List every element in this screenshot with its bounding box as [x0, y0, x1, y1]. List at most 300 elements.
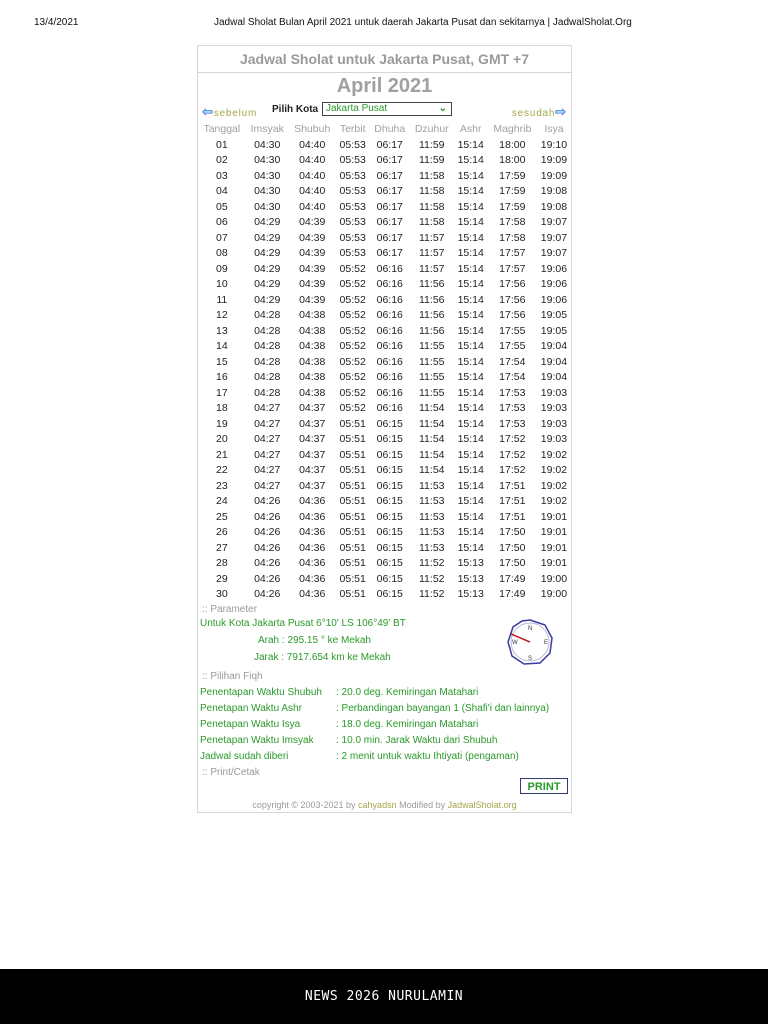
- table-cell: 11:52: [419, 557, 445, 570]
- table-cell: 04:38: [299, 371, 326, 384]
- table-cell: 04:40: [299, 154, 326, 167]
- table-cell: 06:15: [376, 417, 403, 430]
- fiqh-item: [198, 749, 571, 765]
- table-cell: 05:51: [339, 572, 366, 585]
- column-header: Dhuha: [374, 123, 406, 135]
- table-cell: 17:59: [499, 185, 526, 198]
- column-header: Shubuh: [294, 123, 331, 135]
- column-header: Dzuhur: [414, 123, 449, 135]
- print-section-label: :: Print/Cetak: [202, 767, 260, 778]
- table-cell: 19:01: [540, 526, 568, 539]
- table-row: [198, 447, 571, 463]
- table-cell: 15:14: [457, 479, 484, 492]
- table-cell: 25: [215, 510, 228, 523]
- table-cell: 19:02: [540, 464, 568, 477]
- column-header: Tanggal: [203, 123, 241, 135]
- schedule-panel: [197, 45, 572, 813]
- table-cell: 15:14: [457, 169, 484, 182]
- table-cell: 05:52: [339, 371, 366, 384]
- table-cell: 17:55: [499, 324, 526, 337]
- fiqh-list: [198, 685, 571, 765]
- table-cell: 04:38: [299, 324, 326, 337]
- table-cell: 15:14: [457, 216, 484, 229]
- table-cell: 11:57: [419, 247, 445, 260]
- table-cell: 04:36: [299, 510, 326, 523]
- table-cell: 04:29: [254, 247, 281, 260]
- table-cell: 15: [215, 355, 228, 368]
- table-row: [198, 587, 571, 603]
- table-cell: 17:52: [499, 464, 526, 477]
- table-cell: 04:29: [254, 278, 281, 291]
- table-cell: 11:56: [419, 309, 445, 322]
- table-cell: 26: [215, 526, 228, 539]
- table-cell: 19:10: [540, 138, 568, 151]
- table-cell: 15:14: [457, 495, 484, 508]
- table-cell: 15:14: [457, 510, 484, 523]
- table-cell: 06:17: [376, 154, 403, 167]
- table-row: [198, 292, 571, 308]
- svg-text:E: E: [544, 640, 549, 646]
- table-cell: 17:49: [499, 588, 526, 601]
- table-cell: 04:26: [254, 588, 281, 601]
- table-cell: 15:14: [457, 371, 484, 384]
- table-cell: 11:58: [419, 200, 445, 213]
- table-cell: 18: [215, 402, 228, 415]
- table-cell: 04:40: [299, 169, 326, 182]
- table-row: [198, 540, 571, 556]
- table-row: [198, 401, 571, 417]
- fiqh-item: [198, 717, 571, 733]
- table-cell: 04:39: [299, 231, 326, 244]
- table-cell: 04:27: [254, 433, 281, 446]
- table-cell: 04:26: [254, 495, 281, 508]
- table-cell: 04:37: [299, 417, 326, 430]
- table-cell: 05:51: [339, 417, 366, 430]
- table-cell: 05:52: [339, 262, 366, 275]
- table-cell: 11:59: [419, 138, 445, 151]
- table-cell: 04:38: [299, 340, 326, 353]
- panel-title: Jadwal Sholat untuk Jakarta Pusat, GMT +7: [198, 46, 571, 73]
- table-cell: 09: [215, 262, 228, 275]
- table-row: [198, 215, 571, 231]
- fiqh-key: Penetapan Waktu Ashr: [200, 703, 302, 714]
- table-cell: 04:27: [254, 448, 281, 461]
- table-cell: 11:55: [419, 340, 445, 353]
- table-cell: 05:53: [339, 185, 366, 198]
- table-cell: 05:52: [339, 278, 366, 291]
- table-cell: 19:06: [540, 278, 568, 291]
- table-cell: 04:36: [299, 588, 326, 601]
- table-cell: 19:06: [540, 293, 568, 306]
- table-cell: 19:03: [540, 433, 568, 446]
- table-cell: 11:53: [419, 479, 445, 492]
- table-cell: 17:59: [499, 169, 526, 182]
- next-label: sesudah: [511, 108, 556, 119]
- table-cell: 15:14: [457, 278, 484, 291]
- table-cell: 04:27: [254, 417, 281, 430]
- table-cell: 04:27: [254, 402, 281, 415]
- table-cell: 15:13: [457, 557, 484, 570]
- table-cell: 04:40: [299, 200, 326, 213]
- table-cell: 05:53: [339, 169, 366, 182]
- table-cell: 04:28: [254, 309, 281, 322]
- table-cell: 11:59: [419, 154, 445, 167]
- next-month-link[interactable]: [512, 104, 567, 120]
- table-cell: 15:14: [457, 154, 484, 167]
- table-cell: 05:51: [339, 526, 366, 539]
- city-select[interactable]: [322, 102, 452, 116]
- table-cell: 17:52: [499, 433, 526, 446]
- arrow-right-icon: ⇨: [555, 104, 567, 119]
- table-cell: 04:40: [299, 185, 326, 198]
- table-cell: 05:51: [339, 588, 366, 601]
- chevron-down-icon: ⌄: [438, 103, 447, 114]
- table-cell: 15:14: [457, 138, 484, 151]
- arrow-left-icon: ⇦: [202, 104, 214, 119]
- table-cell: 04:29: [254, 293, 281, 306]
- table-cell: 17:58: [499, 216, 526, 229]
- table-row: [198, 463, 571, 479]
- table-row: [198, 246, 571, 262]
- table-cell: 11:58: [419, 169, 445, 182]
- table-cell: 05:51: [339, 479, 366, 492]
- table-cell: 04:26: [254, 541, 281, 554]
- qibla-direction-text: Arah : 295.15 ° ke Mekah: [258, 635, 371, 646]
- fiqh-value: : 10.0 min. Jarak Waktu dari Shubuh: [336, 735, 498, 746]
- table-cell: 03: [215, 169, 228, 182]
- table-cell: 15:14: [457, 185, 484, 198]
- table-cell: 04:30: [254, 138, 281, 151]
- table-cell: 13: [215, 324, 228, 337]
- table-cell: 11:54: [419, 448, 445, 461]
- table-cell: 15:14: [457, 247, 484, 260]
- table-cell: 06:16: [376, 340, 403, 353]
- table-cell: 04:26: [254, 557, 281, 570]
- table-cell: 06:17: [376, 216, 403, 229]
- table-cell: 04:26: [254, 572, 281, 585]
- table-cell: 19:06: [540, 262, 568, 275]
- table-cell: 04:38: [299, 309, 326, 322]
- table-row: [198, 354, 571, 370]
- table-cell: 04:36: [299, 541, 326, 554]
- table-cell: 04:39: [299, 216, 326, 229]
- table-cell: 15:14: [457, 309, 484, 322]
- table-cell: 06:17: [376, 231, 403, 244]
- table-cell: 06:17: [376, 247, 403, 260]
- table-cell: 17:53: [499, 386, 526, 399]
- table-cell: 17:55: [499, 340, 526, 353]
- table-cell: 21: [215, 448, 228, 461]
- table-cell: 11:55: [419, 371, 445, 384]
- table-cell: 19:09: [540, 154, 568, 167]
- table-cell: 06:16: [376, 278, 403, 291]
- fiqh-item: [198, 733, 571, 749]
- table-cell: 11:54: [419, 433, 445, 446]
- table-cell: 27: [215, 541, 228, 554]
- copyright-middle: Modified by: [396, 800, 448, 810]
- table-row: [198, 571, 571, 587]
- table-cell: 11:52: [419, 572, 445, 585]
- table-cell: 04:28: [254, 386, 281, 399]
- table-cell: 19:02: [540, 495, 568, 508]
- table-cell: 04:30: [254, 200, 281, 213]
- table-row: [198, 385, 571, 401]
- prev-label: sebelum: [213, 108, 258, 119]
- table-cell: 11:54: [419, 417, 445, 430]
- table-cell: 05:52: [339, 402, 366, 415]
- table-cell: 11:53: [419, 541, 445, 554]
- table-cell: 29: [215, 572, 228, 585]
- table-cell: 05:51: [339, 557, 366, 570]
- table-cell: 11: [216, 293, 228, 306]
- table-row: [198, 137, 571, 153]
- table-row: [198, 184, 571, 200]
- table-cell: 05:51: [339, 464, 366, 477]
- table-cell: 17:51: [499, 495, 526, 508]
- table-cell: 17:54: [499, 355, 526, 368]
- table-row: [198, 478, 571, 494]
- table-cell: 05:51: [339, 433, 366, 446]
- table-cell: 04:39: [299, 293, 326, 306]
- table-cell: 19:09: [540, 169, 568, 182]
- table-cell: 04:29: [254, 231, 281, 244]
- table-cell: 19:07: [540, 231, 568, 244]
- table-cell: 19:00: [540, 572, 568, 585]
- table-cell: 05:51: [339, 448, 366, 461]
- table-cell: 06:16: [376, 293, 403, 306]
- table-cell: 15:14: [457, 262, 484, 275]
- table-cell: 04:26: [254, 526, 281, 539]
- distance-text: Jarak : 7917.654 km ke Mekah: [254, 652, 391, 663]
- fiqh-section-label: :: Pilihan Fiqh: [202, 671, 263, 682]
- table-cell: 15:14: [457, 433, 484, 446]
- table-row: [198, 168, 571, 184]
- table-cell: 19:05: [540, 309, 568, 322]
- svg-text:N: N: [528, 626, 533, 632]
- table-cell: 19:04: [540, 371, 568, 384]
- table-row: [198, 416, 571, 432]
- table-cell: 06:16: [376, 324, 403, 337]
- table-cell: 04:26: [254, 510, 281, 523]
- table-cell: 19:01: [540, 557, 568, 570]
- table-cell: 11:54: [419, 464, 445, 477]
- table-header-row: [198, 121, 571, 137]
- table-cell: 15:14: [457, 402, 484, 415]
- table-cell: 06:16: [376, 402, 403, 415]
- table-cell: 19:03: [540, 402, 568, 415]
- table-cell: 06:16: [376, 355, 403, 368]
- nav-row: [198, 101, 571, 121]
- table-cell: 11:54: [419, 402, 445, 415]
- copyright-text: [198, 800, 571, 810]
- table-cell: 15:14: [457, 324, 484, 337]
- table-cell: 11:56: [419, 293, 445, 306]
- table-cell: 04:27: [254, 479, 281, 492]
- table-cell: 04:30: [254, 154, 281, 167]
- table-cell: 15:14: [457, 448, 484, 461]
- table-cell: 04:36: [299, 572, 326, 585]
- fiqh-key: Penentapan Waktu Shubuh: [200, 687, 322, 698]
- table-cell: 05:52: [339, 293, 366, 306]
- table-cell: 06: [215, 216, 228, 229]
- table-cell: 04:28: [254, 324, 281, 337]
- table-cell: 04:37: [299, 448, 326, 461]
- table-cell: 06:15: [376, 495, 403, 508]
- table-cell: 07: [215, 231, 228, 244]
- month-title: April 2021: [336, 75, 433, 97]
- table-cell: 06:15: [376, 510, 403, 523]
- table-row: [198, 277, 571, 293]
- table-cell: 11:56: [419, 324, 445, 337]
- table-cell: 08: [215, 247, 228, 260]
- table-cell: 19:01: [540, 510, 568, 523]
- print-header: [0, 17, 768, 33]
- table-cell: 11:58: [419, 185, 445, 198]
- print-button[interactable]: PRINT: [520, 778, 568, 794]
- location-text: Untuk Kota Jakarta Pusat 6°10' LS 106°49' BT: [200, 618, 406, 629]
- table-cell: 19:03: [540, 417, 568, 430]
- table-cell: 17:51: [499, 479, 526, 492]
- table-cell: 17:50: [499, 526, 526, 539]
- city-label: Pilih Kota: [272, 104, 319, 115]
- column-header: Terbit: [339, 123, 366, 135]
- table-cell: 17:57: [499, 262, 526, 275]
- table-cell: 06:16: [376, 309, 403, 322]
- table-cell: 05:51: [339, 541, 366, 554]
- table-cell: 05:51: [339, 495, 366, 508]
- table-cell: 30: [215, 588, 228, 601]
- parameter-block: [198, 618, 571, 669]
- table-body: [198, 137, 571, 602]
- table-cell: 17:59: [499, 200, 526, 213]
- table-cell: 02: [215, 154, 228, 167]
- table-cell: 15:14: [457, 464, 484, 477]
- table-cell: 04:38: [299, 386, 326, 399]
- table-cell: 05:52: [339, 355, 366, 368]
- table-row: [198, 308, 571, 324]
- table-cell: 15:14: [457, 417, 484, 430]
- qibla-compass-icon: [506, 618, 554, 666]
- table-cell: 04:28: [254, 355, 281, 368]
- table-cell: 04:30: [254, 185, 281, 198]
- table-cell: 15:14: [457, 200, 484, 213]
- table-cell: 11:57: [419, 231, 445, 244]
- table-cell: 19: [215, 417, 228, 430]
- table-cell: 05:53: [339, 247, 366, 260]
- parameter-section-label: :: Parameter: [202, 604, 258, 615]
- table-row: [198, 323, 571, 339]
- table-row: [198, 370, 571, 386]
- table-cell: 06:15: [376, 541, 403, 554]
- table-cell: 05:53: [339, 231, 366, 244]
- author-link[interactable]: cahyadsn: [358, 800, 397, 810]
- prev-month-link[interactable]: [202, 104, 257, 120]
- table-cell: 17:52: [499, 448, 526, 461]
- table-cell: 06:15: [376, 572, 403, 585]
- table-cell: 18:00: [499, 138, 526, 151]
- table-cell: 17:56: [499, 309, 526, 322]
- table-cell: 15:14: [457, 231, 484, 244]
- table-cell: 19:08: [540, 185, 568, 198]
- footer-banner: NEWS 2026 NURULAMIN: [0, 969, 768, 1024]
- table-cell: 06:15: [376, 479, 403, 492]
- table-cell: 06:15: [376, 557, 403, 570]
- table-cell: 11:55: [419, 386, 445, 399]
- table-cell: 06:17: [376, 185, 403, 198]
- table-cell: 06:15: [376, 433, 403, 446]
- table-cell: 04:29: [254, 262, 281, 275]
- table-cell: 28: [215, 557, 228, 570]
- table-cell: 01: [215, 138, 228, 151]
- table-cell: 06:16: [376, 371, 403, 384]
- fiqh-key: Jadwal sudah diberi: [200, 751, 289, 762]
- table-cell: 17:50: [499, 557, 526, 570]
- table-cell: 17:49: [499, 572, 526, 585]
- table-cell: 04:36: [299, 557, 326, 570]
- table-cell: 17:56: [499, 278, 526, 291]
- print-page-title: Jadwal Sholat Bulan April 2021 untuk daerah Jakarta Pusat dan sekitarnya | JadwalSholat.Org: [214, 17, 632, 28]
- table-row: [198, 230, 571, 246]
- fiqh-value: : 18.0 deg. Kemiringan Matahari: [336, 719, 479, 730]
- city-selected-value: Jakarta Pusat: [326, 103, 388, 114]
- table-cell: 15:13: [457, 572, 484, 585]
- table-row: [198, 556, 571, 572]
- table-cell: 14: [215, 340, 228, 353]
- table-cell: 19:04: [540, 355, 568, 368]
- table-cell: 06:17: [376, 200, 403, 213]
- table-cell: 05:53: [339, 216, 366, 229]
- table-cell: 06:15: [376, 526, 403, 539]
- table-row: [198, 432, 571, 448]
- table-row: [198, 509, 571, 525]
- table-cell: 17:51: [499, 510, 526, 523]
- table-cell: 23: [215, 479, 228, 492]
- column-header: Maghrib: [493, 123, 532, 135]
- table-cell: 11:53: [419, 526, 445, 539]
- table-cell: 19:08: [540, 200, 568, 213]
- prayer-schedule-table: [198, 121, 571, 602]
- table-cell: 18:00: [499, 154, 526, 167]
- table-cell: 05:52: [339, 324, 366, 337]
- table-cell: 06:17: [376, 169, 403, 182]
- table-cell: 05:53: [339, 138, 366, 151]
- table-cell: 10: [215, 278, 228, 291]
- fiqh-value: : Perbandingan bayangan 1 (Shafi'i dan lainnya): [336, 703, 550, 714]
- table-cell: 12: [215, 309, 228, 322]
- table-row: [198, 339, 571, 355]
- table-cell: 19:07: [540, 247, 568, 260]
- site-link[interactable]: JadwalSholat.org: [447, 800, 517, 810]
- table-cell: 20: [215, 433, 228, 446]
- table-cell: 05:53: [339, 200, 366, 213]
- table-cell: 15:14: [457, 355, 484, 368]
- table-cell: 04:27: [254, 464, 281, 477]
- table-cell: 06:15: [376, 448, 403, 461]
- table-cell: 17:53: [499, 417, 526, 430]
- table-cell: 06:16: [376, 386, 403, 399]
- table-cell: 15:14: [457, 541, 484, 554]
- table-cell: 15:14: [457, 293, 484, 306]
- table-cell: 19:01: [540, 541, 568, 554]
- table-cell: 19:00: [540, 588, 568, 601]
- table-cell: 22: [215, 464, 228, 477]
- column-header: Ashr: [459, 123, 482, 135]
- fiqh-item: [198, 701, 571, 717]
- table-cell: 04:30: [254, 169, 281, 182]
- table-cell: 19:03: [540, 386, 568, 399]
- table-cell: 19:07: [540, 216, 568, 229]
- table-cell: 06:15: [376, 464, 403, 477]
